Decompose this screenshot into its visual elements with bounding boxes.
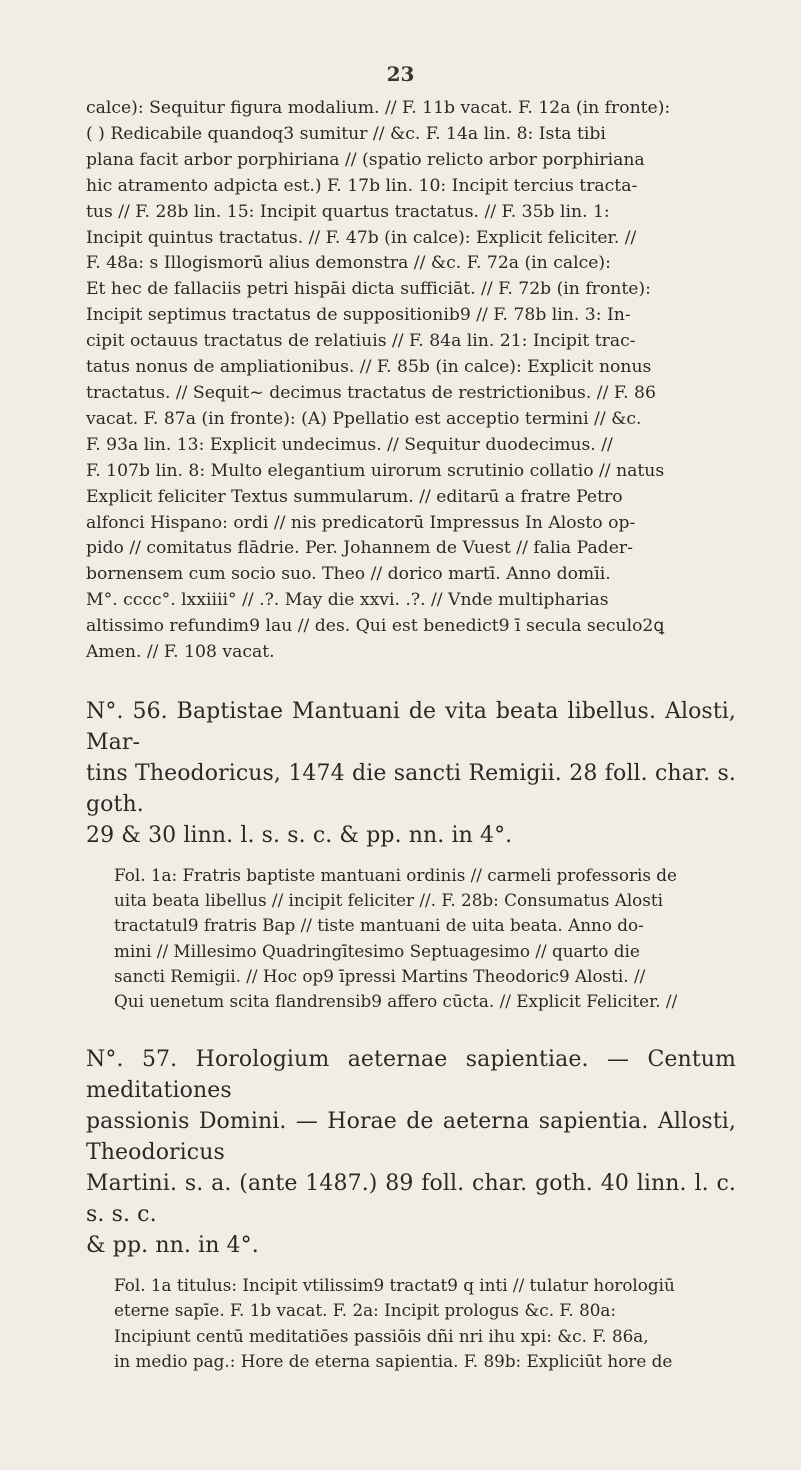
text-line: uita beata libellus // incipit feliciter //. F. 28b: Consumatus Alosti	[114, 890, 664, 911]
entry-heading	[86, 696, 736, 851]
text-line: mini // Millesimo Quadringītesimo Septuagesimo // quarto die	[114, 940, 640, 961]
text-line: Qui uenetum scita flandrensib9 affero cūcta. // Explicit Feliciter. //	[114, 990, 678, 1011]
text-line: vacat. F. 87a (in fronte): (A) Ppellatio est acceptio termini // &c.	[86, 408, 642, 429]
text-line: plana facit arbor porphiriana // (spatio relicto arbor porphiriana	[86, 149, 645, 170]
text-line: F. 93a lin. 13: Explicit undecimus. // Sequitur duodecimus. //	[86, 434, 613, 455]
text-line: ( ) Redicabile quandoq3 sumitur // &c. F. 14a lin. 8: Ista tibi	[86, 123, 606, 144]
text-line: Incipit quintus tractatus. // F. 47b (in calce): Explicit feliciter. //	[86, 227, 637, 248]
text-line: eterne sapīe. F. 1b vacat. F. 2a: Incipit prologus &c. F. 80a:	[114, 1300, 617, 1321]
text-line: Incipit septimus tractatus de suppositionib9 // F. 78b lin. 3: In-	[86, 305, 631, 326]
heading-line: tins Theodoricus, 1474 die sancti Remigii. 28 foll. char. s. goth.	[86, 760, 736, 817]
heading-line: passionis Domini. — Horae de aeterna sapientia. Allosti, Theodoricus	[86, 1109, 736, 1166]
text-line: pido // comitatus flādrie. Per. Johannem de Vuest // falia Pader-	[86, 538, 633, 559]
text-line: alfonci Hispano: ordi // nis predicatorū Impressus In Alosto op-	[86, 512, 636, 533]
continuation-paragraph	[86, 96, 736, 666]
page-body	[86, 96, 736, 1374]
heading-line: N°. 57. Horologium aeternae sapientiae. — Centum meditationes	[86, 1047, 736, 1104]
text-line: hic atramento adpicta est.) F. 17b lin. 10: Incipit tercius tracta-	[86, 175, 638, 196]
text-line: F. 107b lin. 8: Multo elegantium uirorum scrutinio collatio // natus	[86, 460, 665, 481]
text-line: calce): Sequitur figura modalium. // F. 11b vacat. F. 12a (in fronte):	[86, 98, 671, 118]
text-line: tus // F. 28b lin. 15: Incipit quartus tractatus. // F. 35b lin. 1:	[86, 201, 610, 222]
text-line: in medio pag.: Hore de eterna sapientia. F. 89b: Expliciūt hore de	[114, 1350, 673, 1371]
text-line: tractatus. // Sequit~ decimus tractatus de restrictionibus. // F. 86	[86, 382, 656, 403]
catalog-entry-56	[86, 696, 736, 1014]
text-line: M°. cccc°. lxxiiii° // .?. May die xxvi. .?. // Vnde multipharias	[86, 590, 609, 611]
heading-line: Martini. s. a. (ante 1487.) 89 foll. char. goth. 40 linn. l. c. s. s. c.	[86, 1171, 736, 1228]
catalog-entry-57	[86, 1044, 736, 1374]
text-line: Explicit feliciter Textus summularum. // editarū a fratre Petro	[86, 486, 623, 507]
text-line: Amen. // F. 108 vacat.	[86, 642, 275, 663]
text-line: bornensem cum socio suo. Theo // dorico martī. Anno domīi.	[86, 564, 611, 585]
heading-line: 29 & 30 linn. l. s. s. c. & pp. nn. in 4°.	[86, 822, 513, 848]
heading-line: N°. 56. Baptistae Mantuani de vita beata libellus. Alosti, Mar-	[86, 698, 736, 755]
text-line: Incipiunt centū meditatiōes passiōis dñi nri ihu xpi: &c. F. 86a,	[114, 1325, 649, 1346]
entry-body	[86, 863, 736, 1014]
entry-heading	[86, 1044, 736, 1261]
page-number: 23	[386, 62, 415, 86]
entry-description	[114, 1273, 736, 1374]
text-line: sancti Remigii. // Hoc op9 īpressi Martins Theodoric9 Alosti. //	[114, 965, 646, 986]
text-line: F. 48a: s Illogismorū alius demonstra // &c. F. 72a (in calce):	[86, 253, 611, 274]
text-line: altissimo refundim9 lau // des. Qui est benedict9 ī secula seculo2ꝗ	[86, 616, 665, 637]
text-line: Fol. 1a titulus: Incipit vtilissim9 tractat9 q inti // tulatur horologiū	[114, 1275, 675, 1296]
text-line: Et hec de fallaciis petri hispāi dicta sufficiāt. // F. 72b (in fronte):	[86, 279, 651, 300]
entry-body	[86, 1273, 736, 1374]
text-line: cipit octauus tractatus de relatiuis // F. 84a lin. 21: Incipit trac-	[86, 331, 636, 352]
heading-line: & pp. nn. in 4°.	[86, 1233, 259, 1259]
text-line: tatus nonus de ampliationibus. // F. 85b (in calce): Explicit nonus	[86, 357, 652, 378]
entry-description	[114, 863, 736, 1014]
text-line: tractatul9 fratris Bap // tiste mantuani de uita beata. Anno do-	[114, 915, 644, 936]
text-line: Fol. 1a: Fratris baptiste mantuani ordinis // carmeli professoris de	[114, 864, 677, 885]
